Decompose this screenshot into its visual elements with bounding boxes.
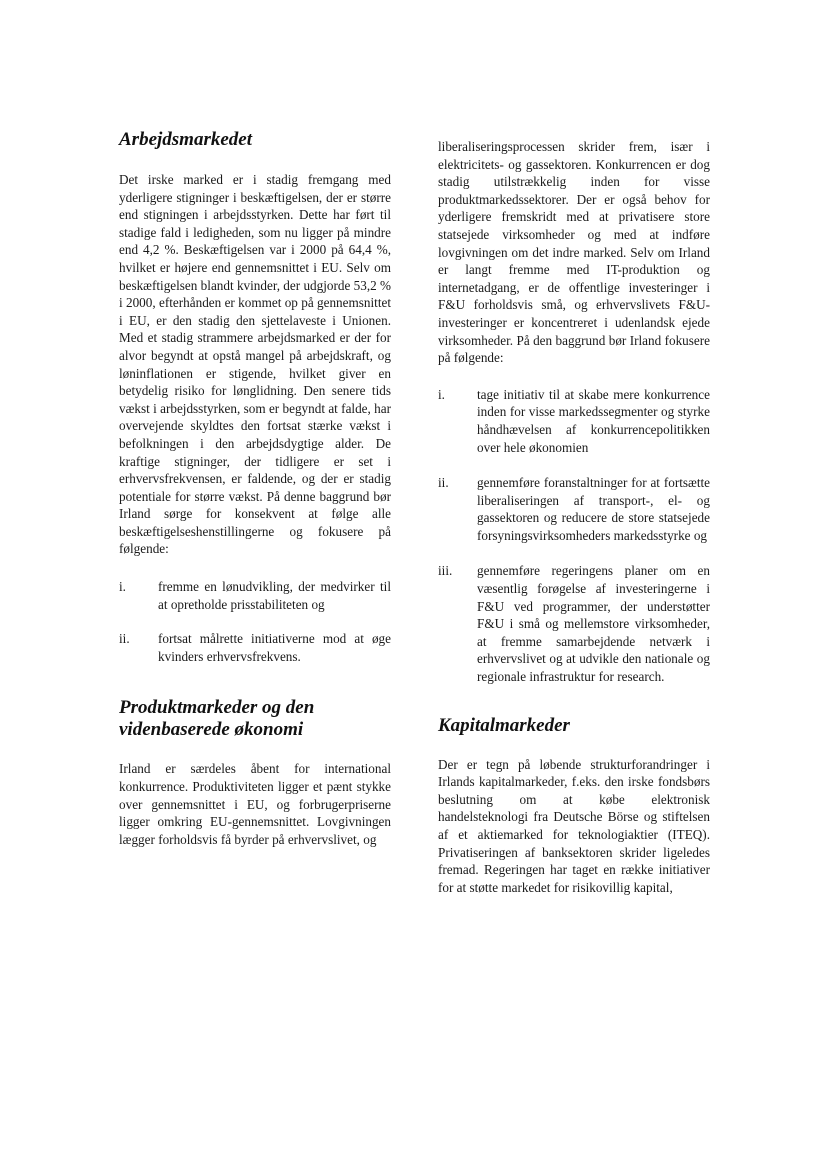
list-number: ii. [438,475,449,491]
list-item [438,474,710,544]
paragraph-produktmarkeder: Irland er særdeles åbent for international konkurrence. Produktiviteten ligger et pænt stykke over gennemsnittet i EU, og forbrugerpriserne ligger omkring EU-gennemsnittet. Lovgivningen lægger forholdsvis få byrder på erhvervslivet, og [119,761,391,847]
right-column [438,0,710,896]
list-number: i. [119,579,126,595]
list-text: gennemføre foranstaltninger for at fortsætte liberaliseringen af transport-, el- og gassektoren og reducere de store statsejede forsyningsvirksomheders markedsstyrke og [477,475,710,543]
list-text: fremme en lønudvikling, der medvirker til at opretholde prisstabiliteten og [158,579,391,612]
paragraph-kapitalmarkeder: Der er tegn på løbende strukturforandringer i Irlands kapitalmarkeder, f.eks. den irske fondsbørs beslutning om at købe elektronisk handelsteknologi fra Deutsche Börse og stiftelsen af et aktiemarked for teknologiaktier (ITEQ). Privatiseringen af banksektoren skrider ligeledes fremad. Regeringen har taget en række initiativer for at støtte markedet for risikovillig kapital, [438,756,710,895]
left-column [119,0,391,848]
paragraph-arbejdsmarkedet: Det irske marked er i stadig fremgang med yderligere stigninger i beskæftigelsen, der er større end stigningen i arbejdsstyrken. Dette har ført til stadige fald i ledigheden, som nu ligger på mindre end 4,2 %. Beskæftigelsen var i 2000 på 64,4 %, hvilket er højere end gennemsnittet i EU. Selv om beskæftigelsen blandt kvinder, der udgjorde 53,2 % i 2000, efterhånden er kommet op på gennemsnittet i EU, er den stadig den sjettelaveste i Unionen. Med et stadig strammere arbejdsmarked er der for alvor begyndt at opstå mangel på arbejdskraft, og løninflationen er stigende, hvilket giver en betydelig risiko for lønglidning. Den senere tids vækst i arbejdsstyrken, som er begyndt at falde, har overvejende skyldtes den fortsat stærke vækst i befolkningen i den arbejdsdygtige alder. De kraftige stigninger, der tidligere er set i erhvervsfrekvensen, er faldende, og der er stadig potentiale for større vækst. På denne baggrund bør Irland sørge for konsekvent at følge alle beskæftigelseshenstillingerne og fokusere på følgende: [119,172,391,557]
section-heading-kapitalmarkeder: Kapitalmarkeder [438,714,570,736]
list-text: tage initiativ til at skabe mere konkurrence inden for visse markedssegmenter og styrke håndhævelsen af konkurrencepolitikken over hele økonomien [477,386,710,455]
list-item [119,578,391,613]
list-number: ii. [119,631,130,647]
list-number: i. [438,386,445,402]
paragraph-continuation: liberaliseringsprocessen skrider frem, især i elektricitets- og gassektoren. Konkurrencen er dog stadig utilstrækkelig inden for visse produktmarkedssektorer. Der er også behov for yderligere fremskridt med at privatisere store statsejede virksomheder og med at indføre lovgivningen om det indre marked. Selv om Irland er langt fremme med IT-produktion og internetadgang, er de offentlige investeringer i F&U forholdsvis små, og erhvervslivets F&U-investeringer er koncentreret i udenlandsk ejede virksomheder. På den baggrund bør Irland fokusere på følgende: [438,139,710,366]
section-heading-arbejdsmarkedet: Arbejdsmarkedet [119,129,252,150]
list-number: iii. [438,563,453,579]
recommendation-list-labour [119,578,391,665]
list-item [438,386,710,456]
list-text: gennemføre regeringens planer om en væsentlig forøgelse af investeringerne i F&U ved programmer, der understøtter F&U i små og mellemstore virksomheder, at fremme samarbejdende netværk i erhvervslivet og at udvikle den nationale og regionale infrastruktur for research. [477,563,710,685]
list-text: fortsat målrette initiativerne mod at øge kvinders erhvervsfrekvens. [158,631,391,664]
recommendation-list-products [438,386,710,686]
section-heading-produktmarkeder: Produktmarkeder og den videnbaserede økonomi [119,697,315,741]
list-item [438,562,710,685]
list-item [119,630,391,665]
